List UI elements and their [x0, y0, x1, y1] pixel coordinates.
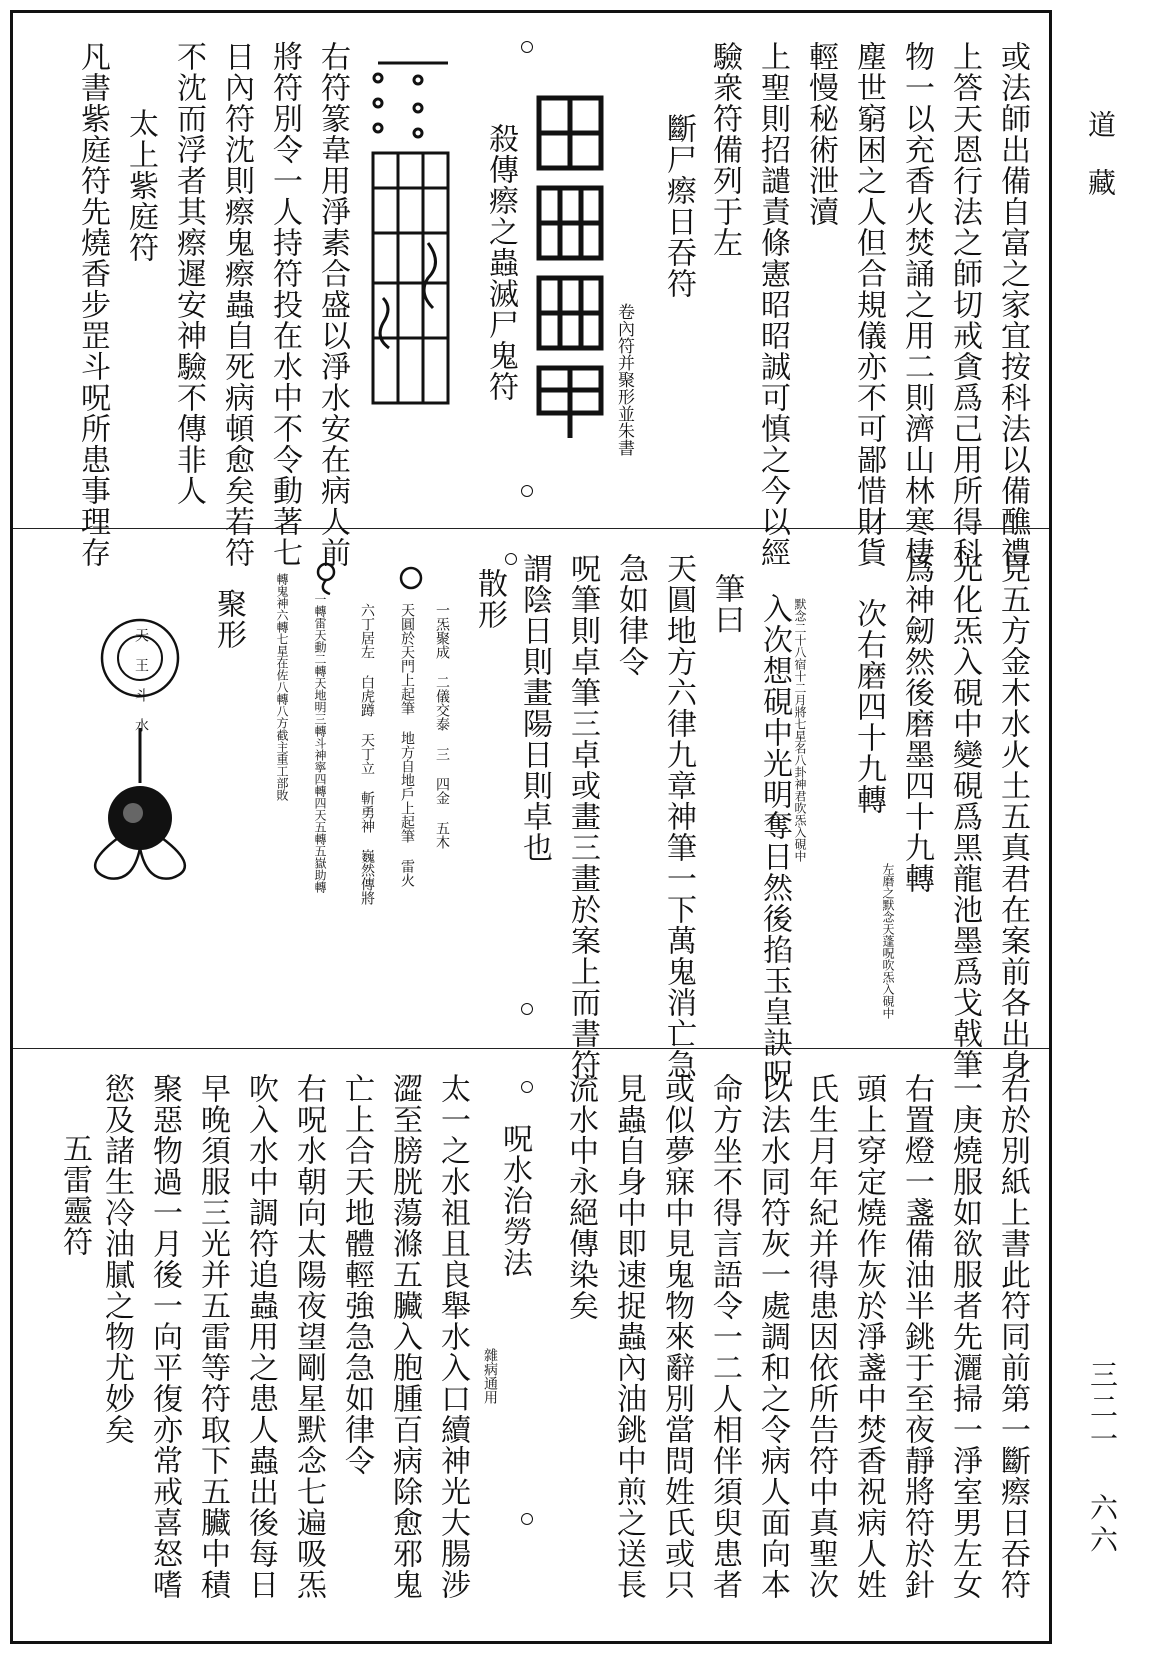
text-column: 命方坐不得言語令一二人相伴須臾患者	[707, 1073, 742, 1600]
inline-annotation: 左磨之默念天蓬呪吹炁入硯中	[881, 863, 895, 1019]
text-column: 筆曰	[709, 573, 744, 635]
text-column: 太一之水祖且良舉水入口續神光大腸涉	[435, 1073, 470, 1600]
text-column: 輕慢秘術泄瀆	[803, 41, 838, 227]
text-column: 物一以充香火焚誦之用二則濟山林寒棲	[899, 41, 934, 568]
text-column: 上答天恩行法之師切戒貪爲己用所得科	[947, 41, 982, 568]
stroke-sequence: 轉鬼神六轉七星在佐八轉八方截主重工部敗	[275, 573, 289, 801]
circle-mark	[521, 1003, 533, 1015]
collection-title: 道藏	[1084, 110, 1117, 226]
talisman-2-drawing	[358, 58, 458, 418]
stroke-sequence: 六丁居左 白虎蹲 天丁立 斬勇神 巍然傳將	[359, 603, 375, 905]
circle-mark	[521, 485, 533, 497]
section-label: 散形	[472, 568, 507, 630]
text-column: 右於別紙上書此符同前第一斷瘵日吞符	[995, 1073, 1030, 1600]
text-column: 次右磨四十九轉	[851, 598, 886, 815]
talisman-1-drawing	[531, 88, 611, 448]
circle-mark	[521, 41, 533, 53]
circle-mark	[505, 553, 517, 565]
talisman-note: 卷內符并聚形並朱書	[614, 303, 634, 456]
text-column: 塵世窮困之人但合規儀亦不可鄙惜財貨	[851, 41, 886, 568]
section-title: 呪水治勞法	[497, 1123, 532, 1278]
talisman-title: 殺傳瘵之蟲滅尸鬼符	[483, 123, 518, 402]
text-column: 氏生月年紀并得患因依所告符中真聖次	[803, 1073, 838, 1600]
text-column: 天圓地方六律九章神筆一下萬鬼消亡急	[661, 553, 696, 1080]
register-divider-bottom	[13, 1048, 1049, 1049]
page-frame	[10, 10, 1052, 1644]
inline-annotation: 默念二十八宿十二月將七星名八卦神君吹炁入硯中	[793, 598, 807, 862]
text-column: 日內符沈則瘵鬼瘵蟲自死病頓愈矣若符	[219, 41, 254, 568]
section-note: 雜病通用	[482, 1348, 498, 1404]
circle-mark	[521, 1513, 533, 1525]
text-column: 一庚燒服如欲服者先灑掃一淨室男左女	[947, 1073, 982, 1600]
text-column: 急如律令	[613, 553, 648, 677]
text-column: 或法師出備自富之家宜按科法以備醮禮	[995, 41, 1030, 568]
stroke-sequence: 一轉雷天動二轉天地明三轉斗神寧四轉四天五轉五嶽助轉	[313, 593, 327, 893]
stroke-sequence: 天圓於天門上起筆 地方自地戶上起筆 雷火	[399, 603, 415, 887]
text-column: 驗衆符備列于左	[707, 41, 742, 258]
text-column: 慾及諸生冷油膩之物尤妙矣	[99, 1073, 134, 1445]
text-column: 澀至膀胱蕩滌五臟入胞腫百病除愈邪鬼	[387, 1073, 422, 1600]
text-column: 謂陰日則畫陽日則卓也	[517, 553, 552, 863]
section-label: 聚形	[211, 588, 246, 650]
text-column: 右呪水朝向太陽夜望剛星默念七遍吸炁	[291, 1073, 326, 1600]
talisman-title: 斷尸瘵日吞符	[661, 113, 696, 299]
text-column: 見蟲自身中即速捉蟲內油銚中煎之送長	[611, 1073, 646, 1600]
text-column: 或似夢寐中見鬼物來辭別當問姓氏或只	[659, 1073, 694, 1600]
text-column: 不沈而浮者其瘵遲安神驗不傳非人	[171, 41, 206, 506]
text-column: 頭上穿定燒作灰於淨盞中焚香祝病人姓	[851, 1073, 886, 1600]
register-divider-top	[13, 528, 1049, 529]
text-column: 聚惡物過一月後一向平復亦常戒喜怒嗜	[147, 1073, 182, 1600]
text-column: 以法水同符灰一處調和之令病人面向本	[755, 1073, 790, 1600]
circle-mark	[521, 1081, 533, 1093]
text-column: 吹入水中調符追蟲用之患人蟲出後每日	[243, 1073, 278, 1600]
text-column: 呪筆則卓筆三卓或畫三畫於案上而書符	[565, 553, 600, 1080]
talisman-title: 太上紫庭符	[123, 108, 158, 263]
seal-text: 天 王 斗 水	[133, 628, 149, 732]
text-column: 早晚須服三光并五雷等符取下五臟中積	[195, 1073, 230, 1600]
text-column: 光化炁入硯中變硯爲黑龍池墨爲戈戟筆	[947, 553, 982, 1080]
text-column: 右符篆韋用淨素合盛以淨水安在病人前	[315, 41, 350, 568]
text-column: 凡書紫庭符先燒香步罡斗呪所患事理存	[75, 41, 110, 568]
text-column: 見五方金木水火土五真君在案前各出身	[995, 553, 1030, 1080]
text-column: 亡上合天地體輕強急急如律令	[339, 1073, 374, 1476]
text-column: 入次想硯中光明奪日然後掐玉皇訣呪	[757, 593, 792, 1089]
text-column: 右置燈一盞備油半銚于至夜靜將符於針	[899, 1073, 934, 1600]
talisman-title: 五雷靈符	[57, 1133, 92, 1257]
page-number: 三二一 六六	[1086, 1360, 1119, 1557]
text-column: 上聖則招譴責條憲昭昭誠可慎之今以經	[755, 41, 790, 568]
stroke-glyphs	[298, 558, 438, 598]
text-column: 流水中永絕傳染矣	[563, 1073, 598, 1321]
stroke-sequence: 一炁聚成 二儀交泰 三 四金 五木	[434, 603, 450, 849]
text-column: 將符別令一人持符投在水中不令動著七	[267, 41, 302, 568]
text-column: 爲神劒然後磨墨四十九轉	[899, 553, 934, 894]
gourd-drawing	[78, 728, 208, 888]
